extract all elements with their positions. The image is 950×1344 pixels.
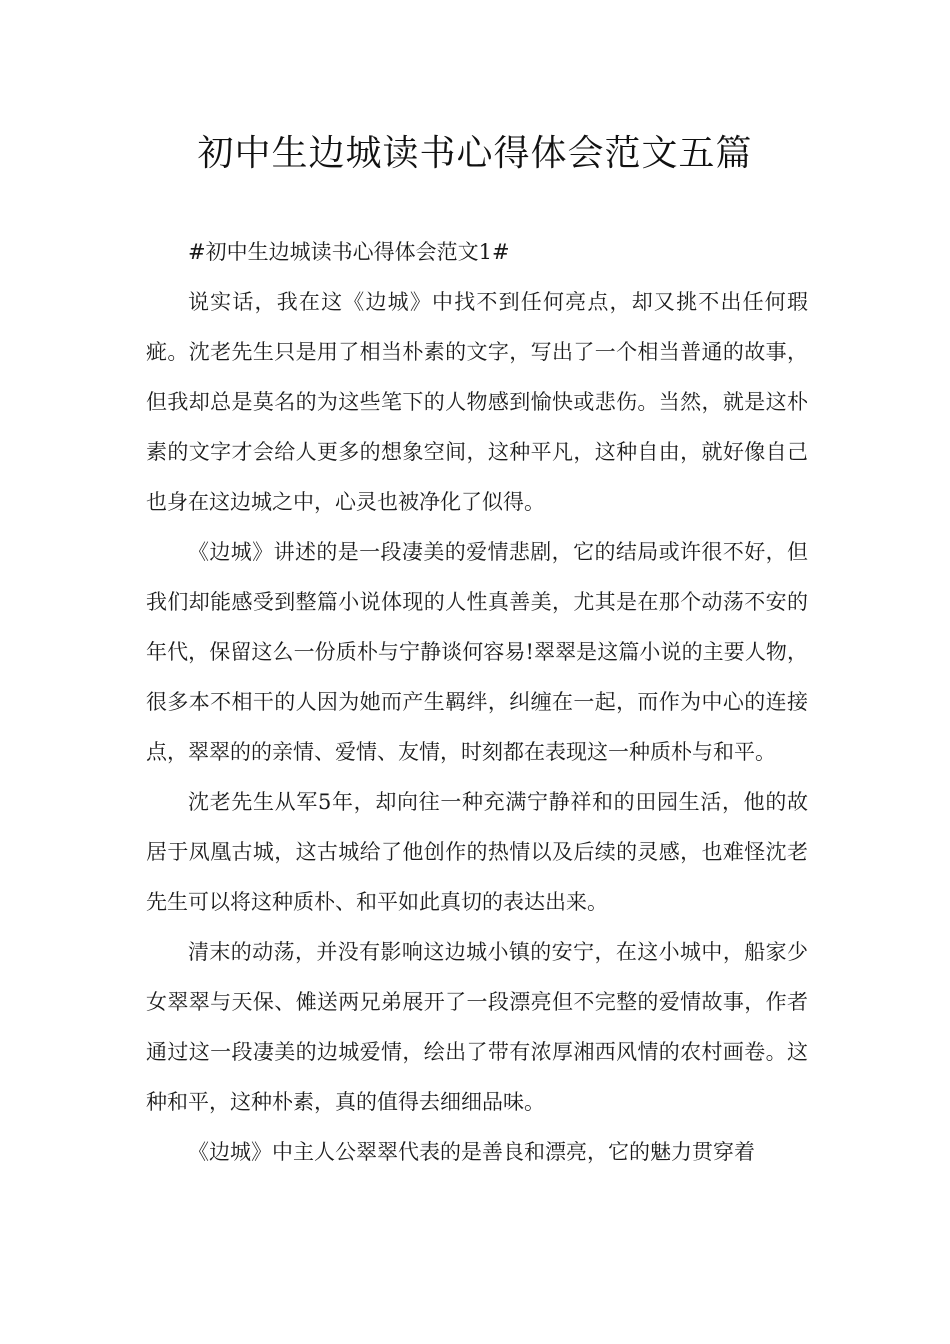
paragraph-3: 沈老先生从军5年，却向往一种充满宁静祥和的田园生活，他的故居于凤凰古城，这古城给了他创作的热情以及后续的灵感，也难怪沈老先生可以将这种质朴、和平如此真切的表达出来。 <box>146 790 808 914</box>
paragraph-5: 《边城》中主人公翠翠代表的是善良和漂亮，它的魅力贯穿着 <box>188 1140 755 1164</box>
document-title: 初中生边城读书心得体会范文五篇 <box>197 133 753 174</box>
paragraph-2: 《边城》讲述的是一段凄美的爱情悲剧，它的结局或许很不好，但我们却能感受到整篇小说体现的人性真善美，尤其是在那个动荡不安的年代，保留这么一份质朴与宁静谈何容易!翠翠是这篇小说的主要人物，很多本不相干的人因为她而产生羁绊，纠缠在一起，而作为中心的连接点，翠翠的的亲情、爱情、友情，时刻都在表现这一种质朴与和平。 <box>146 540 808 764</box>
paragraph-1: 说实话，我在这《边城》中找不到任何亮点，却又挑不出任何瑕疵。沈老先生只是用了相当朴素的文字，写出了一个相当普通的故事，但我却总是莫名的为这些笔下的人物感到愉快或悲伤。当然，就是这朴素的文字才会给人更多的想象空间，这种平凡，这种自由，就好像自己也身在这边城之中，心灵也被净化了似得。 <box>146 290 808 514</box>
document-body <box>146 227 808 1177</box>
paragraph-4: 清末的动荡，并没有影响这边城小镇的安宁，在这小城中，船家少女翠翠与天保、傩送两兄弟展开了一段漂亮但不完整的爱情故事，作者通过这一段凄美的边城爱情，绘出了带有浓厚湘西风情的农村画卷。这种和平，这种朴素，真的值得去细细品味。 <box>146 940 808 1114</box>
section-heading: #初中生边城读书心得体会范文1# <box>188 240 510 264</box>
